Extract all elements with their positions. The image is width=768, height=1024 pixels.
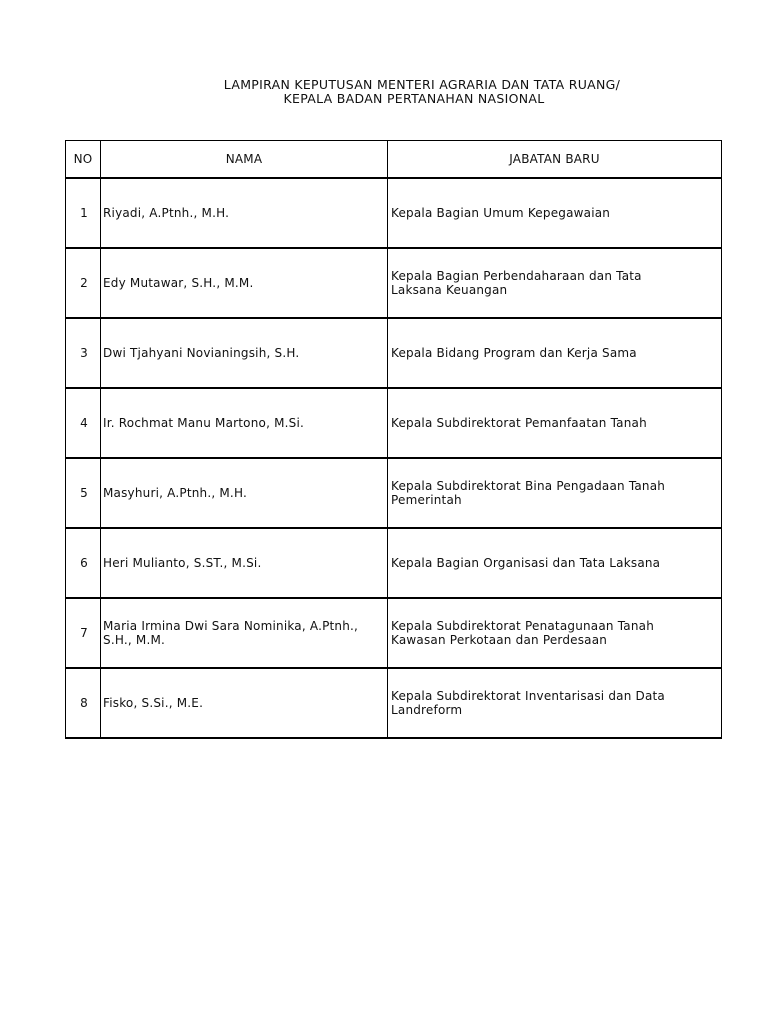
- row-nama: Heri Mulianto, S.ST., M.Si.: [101, 528, 388, 598]
- header-line-1: LAMPIRAN KEPUTUSAN MENTERI AGRARIA DAN TATA RUANG/: [223, 77, 621, 92]
- column-header-nama: NAMA: [101, 141, 388, 178]
- row-nama: Riyadi, A.Ptnh., M.H.: [101, 178, 388, 248]
- row-nama: Maria Irmina Dwi Sara Nominika, A.Ptnh., S.H., M.M.: [101, 598, 388, 668]
- table-row: [66, 528, 722, 598]
- row-nama: Ir. Rochmat Manu Martono, M.Si.: [101, 388, 388, 458]
- column-header-no: NO: [66, 141, 101, 178]
- table-header-row: [66, 141, 722, 178]
- row-nama: Fisko, S.Si., M.E.: [101, 668, 388, 738]
- row-jabatan: Kepala Subdirektorat Bina Pengadaan Tanah Pemerintah: [388, 458, 722, 528]
- row-jabatan: Kepala Bagian Umum Kepegawaian: [388, 178, 722, 248]
- row-jabatan: Kepala Bagian Perbendaharaan dan Tata Laksana Keuangan: [388, 248, 722, 318]
- row-number: 8: [66, 668, 101, 738]
- row-number: 6: [66, 528, 101, 598]
- row-number: 4: [66, 388, 101, 458]
- row-jabatan: Kepala Subdirektorat Penatagunaan Tanah Kawasan Perkotaan dan Perdesaan: [388, 598, 722, 668]
- table-row: [66, 248, 722, 318]
- row-number: 3: [66, 318, 101, 388]
- table-row: [66, 318, 722, 388]
- row-jabatan: Kepala Bagian Organisasi dan Tata Laksana: [388, 528, 722, 598]
- row-number: 5: [66, 458, 101, 528]
- row-nama: Edy Mutawar, S.H., M.M.: [101, 248, 388, 318]
- row-number: 7: [66, 598, 101, 668]
- row-jabatan: Kepala Subdirektorat Pemanfaatan Tanah: [388, 388, 722, 458]
- appointment-table: [65, 140, 722, 739]
- table-row: [66, 388, 722, 458]
- row-number: 1: [66, 178, 101, 248]
- document-header: [0, 78, 768, 106]
- table-row: [66, 668, 722, 738]
- row-jabatan: Kepala Subdirektorat Inventarisasi dan Data Landreform: [388, 668, 722, 738]
- header-line-2: KEPALA BADAN PERTANAHAN NASIONAL: [283, 91, 545, 106]
- row-nama: Dwi Tjahyani Novianingsih, S.H.: [101, 318, 388, 388]
- table-row: [66, 178, 722, 248]
- row-nama: Masyhuri, A.Ptnh., M.H.: [101, 458, 388, 528]
- row-jabatan: Kepala Bidang Program dan Kerja Sama: [388, 318, 722, 388]
- table-row: [66, 458, 722, 528]
- column-header-jabatan: JABATAN BARU: [388, 141, 722, 178]
- row-number: 2: [66, 248, 101, 318]
- table-row: [66, 598, 722, 668]
